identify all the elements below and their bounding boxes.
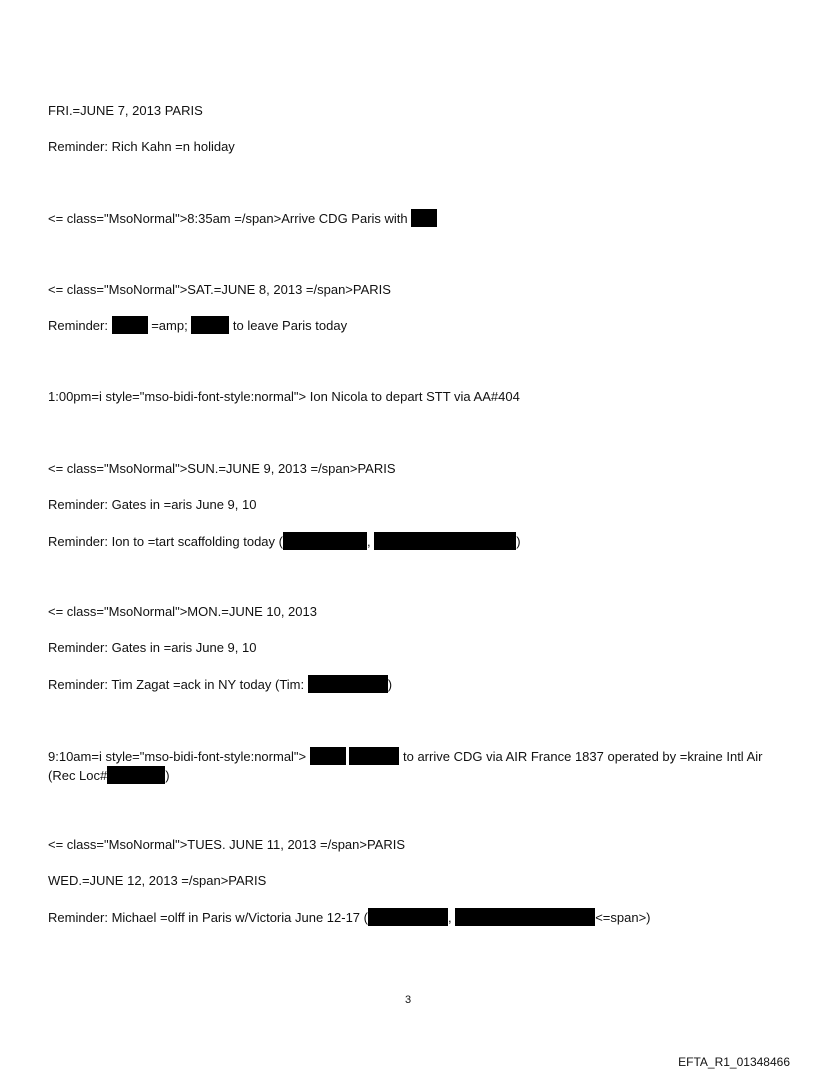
mon-reminder-gates: Reminder: Gates in =aris June 9, 10 bbox=[48, 640, 257, 655]
wed-reminder-michael bbox=[48, 908, 651, 927]
sat-reminder-label: Reminder: bbox=[48, 318, 112, 333]
sun-reminder-ion-text: Reminder: Ion to =tart scaffolding today ( bbox=[48, 534, 283, 549]
comma-separator: , bbox=[366, 534, 375, 549]
fri-reminder: Reminder: Rich Kahn =n holiday bbox=[48, 139, 235, 154]
redaction-block bbox=[374, 532, 516, 550]
redaction-block bbox=[107, 766, 165, 784]
mon-date-header: <= class="MsoNormal">MON.=JUNE 10, 2013 bbox=[48, 604, 317, 619]
depart-stt-line: 1:00pm=i style="mso-bidi-font-style:normal"> Ion Nicola to depart STT via AA#404 bbox=[48, 389, 520, 404]
arrive-910-text: to arrive CDG via AIR France 1837 operated by =kraine Intl Air (Rec Loc# bbox=[48, 749, 763, 783]
sun-reminder-gates: Reminder: Gates in =aris June 9, 10 bbox=[48, 497, 257, 512]
tues-date-header: <= class="MsoNormal">TUES. JUNE 11, 2013 =/span>PARIS bbox=[48, 837, 406, 852]
redaction-block bbox=[411, 209, 437, 227]
mon-reminder-tim-text: Reminder: Tim Zagat =ack in NY today (Tim: bbox=[48, 677, 308, 692]
arrive-910-line bbox=[48, 747, 778, 785]
arrive-910-prefix: 9:10am=i style="mso-bidi-font-style:normal"> bbox=[48, 749, 310, 764]
redaction-block bbox=[349, 747, 399, 765]
wed-date-header: WED.=JUNE 12, 2013 =/span>PARIS bbox=[48, 873, 267, 888]
mon-reminder-tim bbox=[48, 675, 392, 694]
sat-reminder bbox=[48, 316, 347, 335]
wed-reminder-suffix: <=span>) bbox=[595, 910, 651, 925]
wed-reminder-text: Reminder: Michael =olff in Paris w/Victoria June 12-17 ( bbox=[48, 910, 368, 925]
redaction-block bbox=[191, 316, 229, 334]
arrive-cdg-line bbox=[48, 209, 437, 228]
close-paren: ) bbox=[387, 677, 393, 692]
redaction-block bbox=[283, 532, 367, 550]
redaction-block bbox=[368, 908, 448, 926]
sun-reminder-ion bbox=[48, 532, 521, 551]
close-paren: ) bbox=[165, 768, 170, 783]
redaction-block bbox=[455, 908, 595, 926]
sat-reminder-text: to leave Paris today bbox=[229, 318, 348, 333]
fri-date-header: FRI.=JUNE 7, 2013 PARIS bbox=[48, 103, 203, 118]
redaction-block bbox=[310, 747, 346, 765]
redaction-block bbox=[308, 675, 388, 693]
page-number: 3 bbox=[404, 994, 412, 1006]
arrive-cdg-text: <= class="MsoNormal">8:35am =/span>Arrive CDG Paris with bbox=[48, 211, 412, 226]
document-id: EFTA_R1_01348466 bbox=[678, 1055, 790, 1069]
sat-date-header: <= class="MsoNormal">SAT.=JUNE 8, 2013 =/span>PARIS bbox=[48, 282, 391, 297]
close-paren: ) bbox=[516, 534, 521, 549]
comma-separator: , bbox=[447, 910, 456, 925]
sat-reminder-amp: =amp; bbox=[147, 318, 192, 333]
redaction-block bbox=[112, 316, 148, 334]
sun-date-header: <= class="MsoNormal">SUN.=JUNE 9, 2013 =/span>PARIS bbox=[48, 461, 396, 476]
